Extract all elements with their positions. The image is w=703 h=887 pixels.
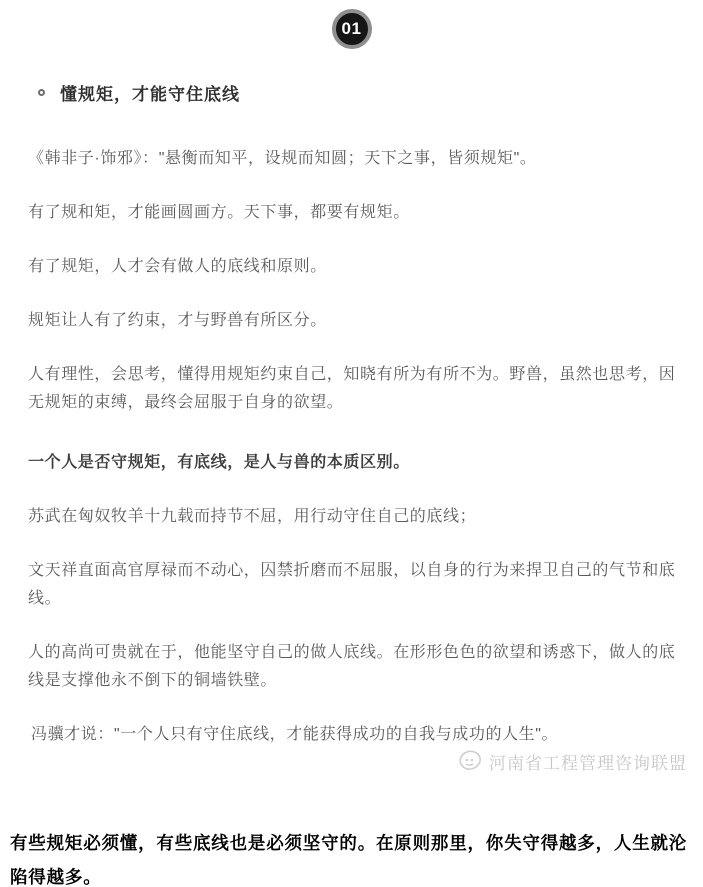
footer-emphasis-text: 有些规矩必须懂，有些底线也是必须坚守的。在原则那里，你失守得越多，人生就沦陷得越多。 — [10, 833, 688, 887]
watermark-text: 河南省工程管理咨询联盟 — [489, 753, 687, 773]
paragraph: 人有理性，会思考，懂得用规矩约束自己，知晓有所为有所不为。野兽，虽然也思考，因无规矩的束缚，最终会屈服于自身的欲望。 — [28, 366, 676, 411]
paragraph: 有了规和矩，才能画圆画方。天下事，都要有规矩。 — [28, 204, 410, 221]
section-heading-text: 懂规矩，才能守住底线 — [60, 85, 240, 104]
paragraph: 文天祥直面高官厚禄而不动心，囚禁折磨而不屈服，以自身的行为来捍卫自己的气节和底线。 — [28, 562, 676, 607]
section-badge-row — [0, 0, 703, 49]
watermark — [457, 748, 687, 774]
paragraph: 苏武在匈奴牧羊十九载而持节不屈，用行动守住自己的底线； — [28, 508, 477, 525]
paragraph: 《韩非子·饰邪》："悬衡而知平，设规而知圆；天下之事，皆须规矩"。 — [28, 150, 537, 167]
bullet-circle-icon — [38, 89, 45, 96]
paragraph-emphasized: 一个人是否守规矩，有底线，是人与兽的本质区别。 — [28, 454, 410, 471]
section-number-badge: 01 — [332, 9, 372, 49]
paragraph: 规矩让人有了约束，才与野兽有所区分。 — [28, 312, 327, 329]
paragraph: 人的高尚可贵就在于，他能坚守自己的做人底线。在形形色色的欲望和诱惑下，做人的底线是支撑他永不倒下的铜墙铁壁。 — [28, 644, 676, 689]
article-body — [0, 80, 703, 749]
paragraph: 有了规矩，人才会有做人的底线和原则。 — [28, 258, 327, 275]
alliance-logo-icon — [457, 748, 483, 774]
section-heading — [38, 80, 678, 105]
paragraph: 冯骥才说："一个人只有守住底线，才能获得成功的自我与成功的人生"。 — [31, 726, 559, 743]
